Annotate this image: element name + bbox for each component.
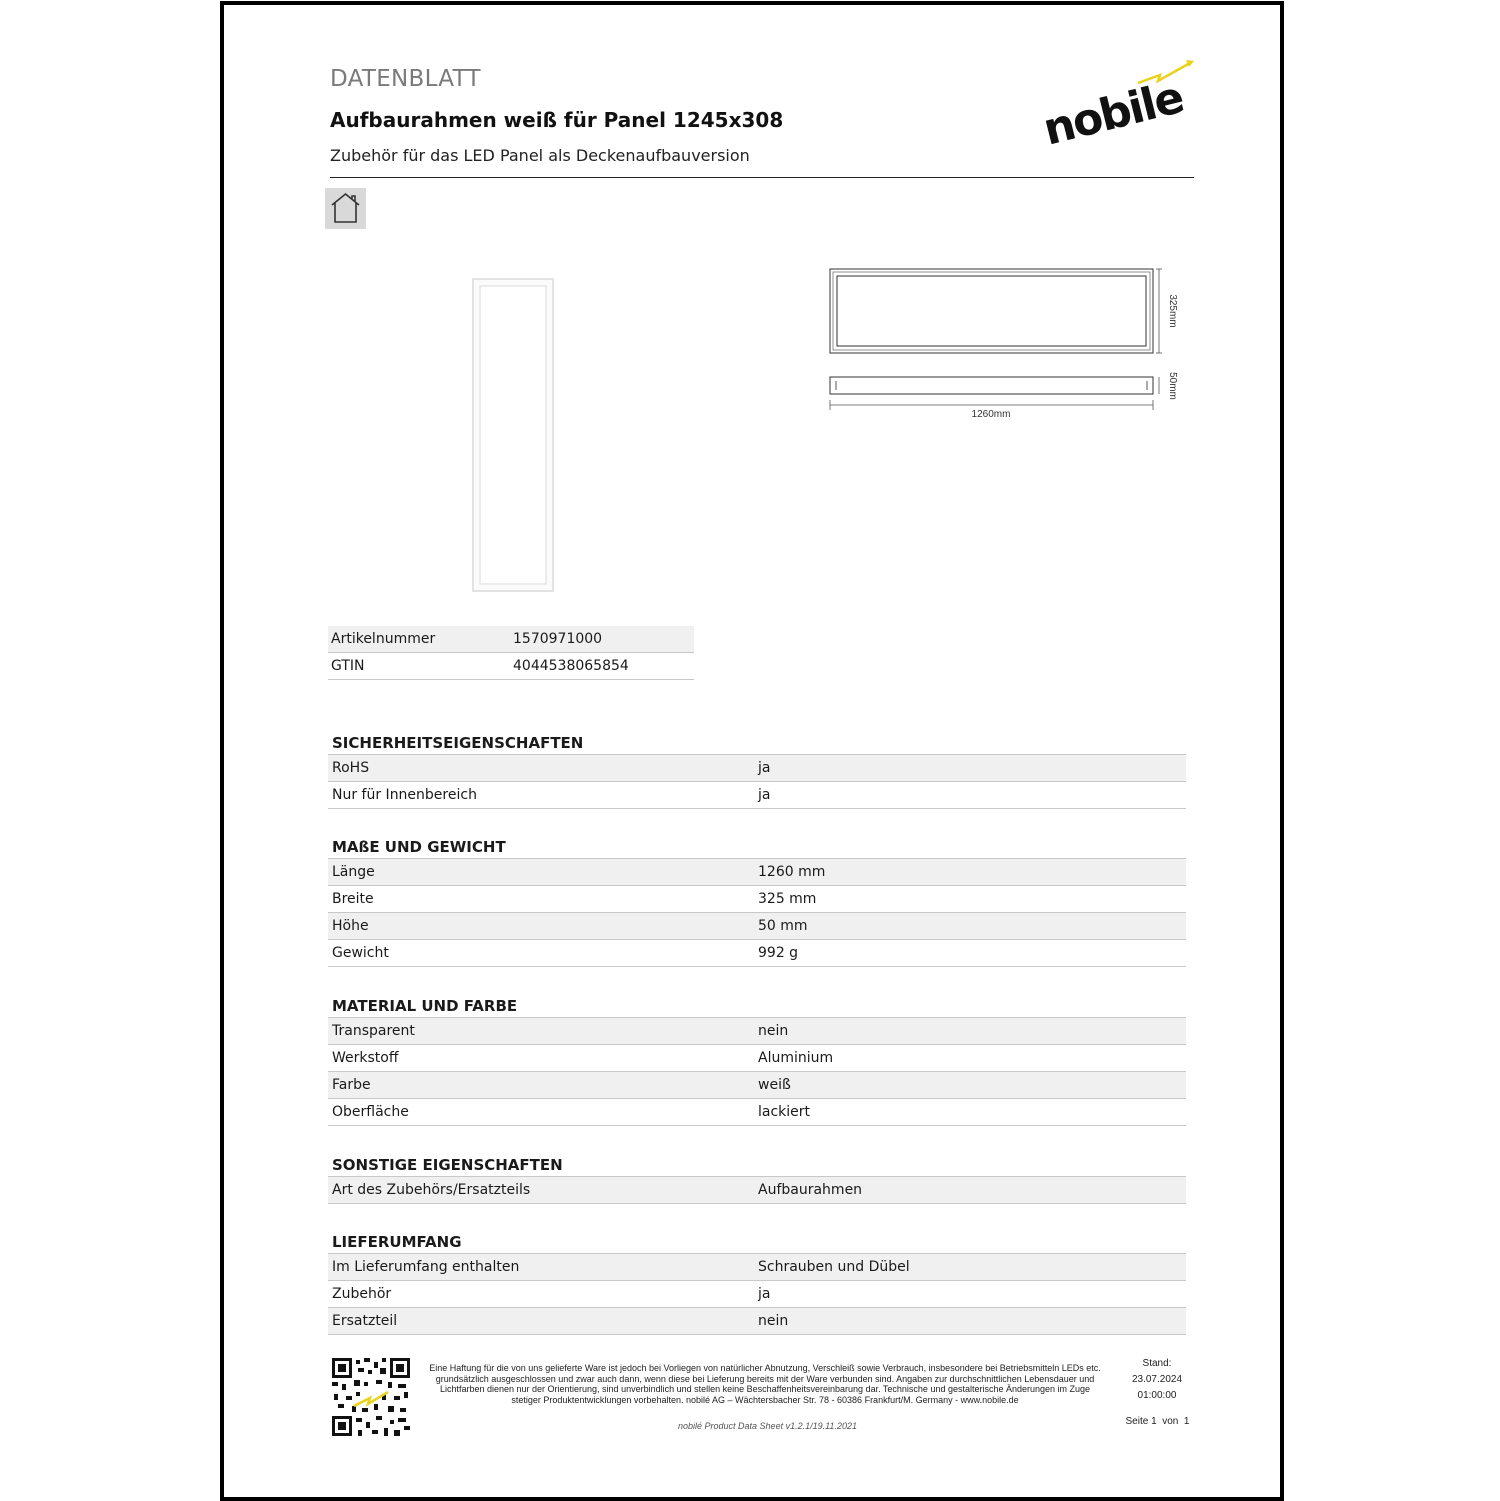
page-of: von [1162,1416,1179,1427]
table-row [328,1099,1186,1126]
id-value: 1570971000 [513,631,603,647]
row-label: Im Lieferumfang enthalten [332,1259,520,1275]
product-photo-frame [470,276,556,594]
stand-date: 23.07.2024 [1131,1374,1183,1385]
qr-code-icon [332,1358,410,1436]
stand-label: Stand: [1142,1358,1172,1369]
depth-dimension-label: 50mm [1167,372,1178,400]
row-value: nein [758,1313,789,1329]
table-row [328,940,1186,967]
row-label: Nur für Innenbereich [332,787,477,803]
table-row [328,1177,1186,1204]
row-value: ja [758,1286,771,1302]
row-value: 1260 mm [758,864,826,880]
row-label: Transparent [332,1023,415,1039]
table-row [328,1072,1186,1099]
table-row [328,859,1186,886]
table-row [328,626,694,653]
row-label: Oberfläche [332,1104,409,1120]
table-row [328,653,694,680]
page-indicator [1100,1416,1215,1427]
row-label: Werkstoff [332,1050,399,1066]
row-label: Gewicht [332,945,389,961]
row-label: RoHS [332,760,370,776]
row-label: Breite [332,891,374,907]
section-material [328,991,1186,1126]
footer-disclaimer: Eine Haftung für die von uns gelieferte Ware ist jedoch bei Vorliegen von natürlicher Abnutzung, Verschleiß sowie Verbrauch, insbesondere bei Betriebsmitteln LEDs etc. grundsätzlich ausgeschlossen und zwar auch dann, wenn diese bei Lieferung bereits mit der Ware verbunden sind. Angaben zur durchschnittlichen Lebensdauer und Lichtfarben dienen nur der Orientierung, sind unverbindlich und stellen keine Beschaffenheitsvereinbarung dar. Technische und gestalterische Änderungen im Zuge stetiger Produktentwicklungen vorbehalten. nobilé AG – Wächtersbacher Str. 78 - 60386 Frankfurt/M. Germany - www.nobile.de [429,1363,1101,1405]
section-title: SICHERHEITSEIGENSCHAFTEN [328,728,1186,755]
id-label: Artikelnummer [331,631,436,647]
row-value: 992 g [758,945,799,961]
logo-text: nobile [1040,72,1188,155]
row-label: Zubehör [332,1286,392,1302]
section-safety [328,728,1186,809]
stand-time: 01:00:00 [1137,1390,1177,1401]
row-value: nein [758,1023,789,1039]
table-row [328,1281,1186,1308]
row-value: ja [758,787,771,803]
section-title: MATERIAL UND FARBE [328,991,1186,1018]
row-label: Art des Zubehörs/Ersatzteils [332,1182,531,1198]
row-value: Aluminium [758,1050,834,1066]
row-value: Aufbaurahmen [758,1182,863,1198]
row-value: weiß [758,1077,791,1093]
section-dimensions [328,832,1186,967]
row-label: Höhe [332,918,369,934]
section-title: SONSTIGE EIGENSCHAFTEN [328,1150,1186,1177]
table-row [328,1254,1186,1281]
row-value: lackiert [758,1104,811,1120]
section-delivery [328,1227,1186,1335]
article-id-table [328,626,694,680]
row-value: Schrauben und Dübel [758,1259,910,1275]
section-title: MAßE UND GEWICHT [328,832,1186,859]
house-outline-icon [325,188,366,229]
page-label: Seite [1125,1416,1149,1427]
section-other [328,1150,1186,1204]
dimension-drawing [825,262,1185,427]
table-row [328,886,1186,913]
table-row [328,1045,1186,1072]
row-value: 325 mm [758,891,817,907]
length-dimension-label: 1260mm [971,409,1011,420]
row-label: Ersatzteil [332,1313,398,1329]
page-subtitle: Zubehör für das LED Panel als Deckenaufbauversion [330,146,750,165]
page-current: 1 [1151,1416,1157,1427]
row-label: Länge [332,864,375,880]
page-total: 1 [1183,1416,1190,1427]
doc-type-label: DATENBLATT [330,66,481,92]
table-row [328,1308,1186,1335]
table-row [328,755,1186,782]
row-value: 50 mm [758,918,808,934]
nobile-logo [1040,55,1200,155]
page-title: Aufbaurahmen weiß für Panel 1245x308 [330,108,784,132]
row-value: ja [758,760,771,776]
table-row [328,913,1186,940]
table-row [328,1018,1186,1045]
table-row [328,782,1186,809]
id-label: GTIN [331,658,365,674]
id-value: 4044538065854 [513,658,629,674]
height-dimension-label: 325mm [1167,294,1178,328]
footer-version: nobilé Product Data Sheet v1.2.1/19.11.2021 [678,1421,857,1431]
section-title: LIEFERUMFANG [328,1227,1186,1254]
row-label: Farbe [332,1077,371,1093]
stand-block [1112,1356,1202,1404]
header-divider [330,177,1194,178]
